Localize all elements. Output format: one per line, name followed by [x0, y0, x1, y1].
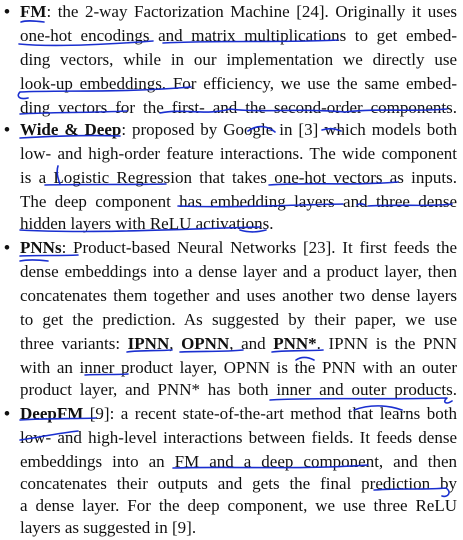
deepfm-item-line-3: embeddings into an FM and a deep component, and then	[20, 452, 457, 471]
fm-item-line-3: ding vectors, while in our implementation we directly use	[20, 50, 457, 69]
wide-deep-item-line-4: The deep component has embedding layers and three dense	[20, 192, 457, 211]
pnns-item-line-1	[0, 236, 463, 260]
text: : Product-based Neural Networks [23]. It first feeds the	[61, 238, 457, 257]
wide-deep-item-line-1	[0, 118, 463, 142]
bullet: •	[4, 2, 10, 21]
variant-pnn-star: PNN*	[273, 334, 317, 353]
bullet: •	[4, 238, 10, 257]
wide-deep-item-line-5: hidden layers with ReLU activations.	[20, 214, 274, 233]
bullet: •	[4, 404, 10, 423]
deepfm-item-line-2: low- and high-level interactions between fields. It feeds dense	[20, 428, 457, 447]
variant-ipnn: IPNN	[127, 334, 170, 353]
fm-item-line-4: look-up embeddings. For efficiency, we use the same embed-	[20, 74, 457, 93]
deepfm-item-line-5: a dense layer. For the deep component, we use three ReLU	[20, 496, 457, 515]
text: : proposed by Google in [3] which models both	[121, 120, 458, 139]
fm-item-line-1	[0, 0, 463, 24]
bullet: •	[4, 120, 10, 139]
variant-opnn: OPNN	[181, 334, 230, 353]
term-pnns: PNNs	[20, 238, 62, 257]
pnns-item-line-4: to get the prediction. As suggested by their paper, we use	[20, 310, 457, 329]
term-wide-deep: Wide & Deep	[20, 120, 122, 139]
deepfm-item-line-4: concatenates their outputs and gets the final prediction by	[20, 474, 457, 493]
text: [9]: a recent state-of-the-art method that learns both	[83, 404, 457, 423]
pnns-item-line-7: product layer, and PNN* has both inner and outer products.	[20, 380, 457, 399]
fm-item-line-5: ding vectors for the first- and the second-order components.	[20, 98, 457, 117]
deepfm-item-line-1	[0, 402, 463, 426]
text: : the 2-way Factorization Machine [24]. Originally it uses	[46, 2, 457, 21]
term-fm: FM	[20, 2, 47, 21]
term-deepfm: DeepFM	[20, 404, 84, 423]
wide-deep-item-line-3: is a Logistic Regression that takes one-hot vectors as inputs.	[20, 168, 457, 187]
pnns-item-line-2: dense embeddings into a dense layer and a product layer, then	[20, 262, 457, 281]
deepfm-item-line-6: layers as suggested in [9].	[20, 518, 197, 537]
fm-item-line-2: one-hot encodings and matrix multiplications to get embed-	[20, 26, 457, 45]
pnns-item-line-3: concatenates them together and uses another two dense layers	[20, 286, 457, 305]
wide-deep-item-line-2: low- and high-order feature interactions. The wide component	[20, 144, 457, 163]
pnns-item-line-5: three variants: IPNN, OPNN, and PNN*. IPNN is the PNN	[20, 334, 457, 353]
pnns-item-line-6: with an inner product layer, OPNN is the PNN with an outer	[20, 358, 457, 377]
